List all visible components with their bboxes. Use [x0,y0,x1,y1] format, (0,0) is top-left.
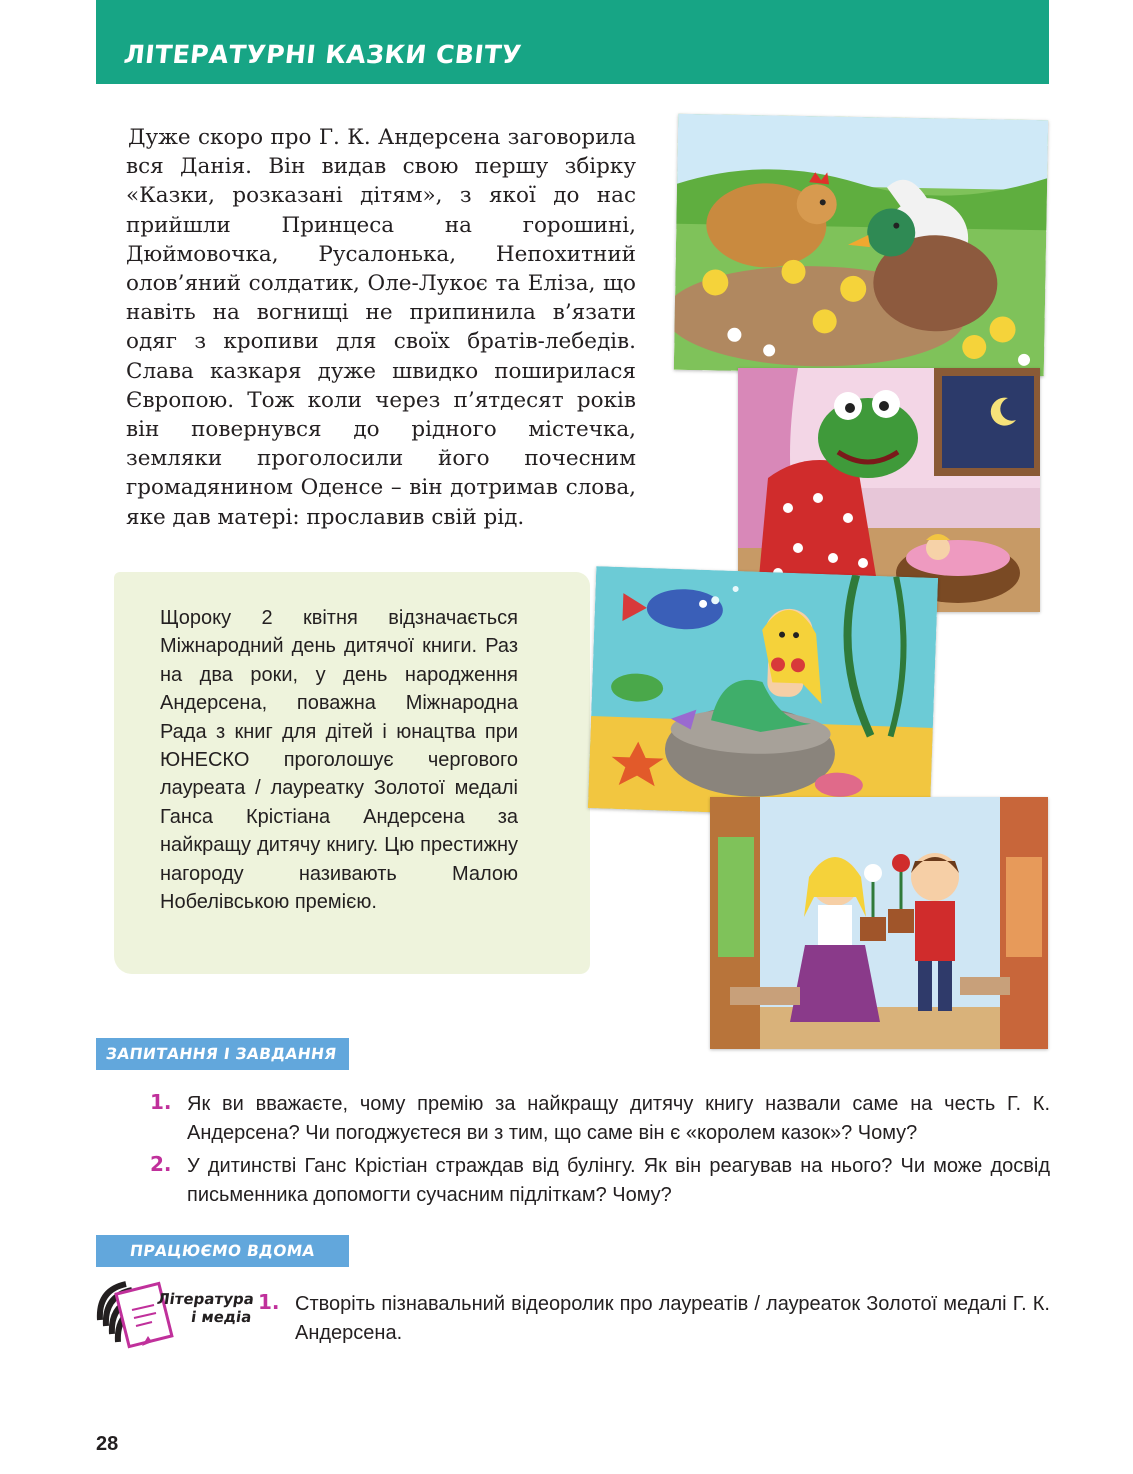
question-number: 1. [150,1090,172,1114]
question-text: Як ви вважаєте, чому премію за найкращу дитячу книгу назвали саме на честь Г. К. Андерсена? Чи погоджуєтеся ви з тим, що саме він є «королем казок»? Чому? [187,1093,1050,1144]
chapter-header-bar [96,0,1049,84]
logo-line-2: і медіа [189,1308,253,1326]
questions-section-label-text: ЗАПИТАННЯ І ЗАВДАННЯ [104,1045,338,1063]
chapter-title: ЛІТЕРАТУРНІ КАЗКИ СВІТУ [122,40,524,69]
illustration-snow-queen-children [710,797,1048,1049]
homework-text: Створіть пізнавальний відеоролик про лауреатів / лауреаток Золотої медалі Г. К. Андерсена. [295,1293,1050,1344]
info-note-box [114,572,590,974]
questions-section-label [96,1038,349,1070]
literature-media-logo-text [153,1290,255,1326]
main-paragraph: Дуже скоро про Г. К. Андерсена заговорила вся Данія. Він видав свою першу збірку «Казки, розказані дітям», з якої до нас прийшли Принцеса на горошині, Дюймовочка, Русалонька, Непохитний олов’яний солдатик, Оле-Лукоє та Еліза, що навіть на вогнищі не припинила в’язати одяг з кропиви для своїх братів-лебедів. Слава казкаря дуже швидко поширилася Європою. Тож коли через п’ятдесят років він повернувся до рідного містечка, земляки проголосили його почесним громадянином Оденсе – він дотримав слова, яке дав матері: прославив свій рід. [126,125,636,530]
page-number: 28 [96,1433,119,1455]
homework-section-label-text: ПРАЦЮЄМО ВДОМА [128,1242,316,1260]
illustration-little-mermaid [588,566,938,820]
question-text: У дитинстві Ганс Крістіан страждав від булінгу. Як він реагував на нього? Чи може досвід письменника допомогти сучасним підліткам? Чому? [187,1155,1050,1206]
illustration-ugly-duckling [674,114,1048,376]
info-note-text: Щороку 2 квітня відзначається Міжнародний день дитячої книги. Раз на два роки, у день народження Андерсена, поважна Міжнародна Рада з книг для дітей і юнацтва при ЮНЕСКО проголошує чергового лауреата / лауреатку Золотої медалі Ганса Крістіана Андерсена за найкращу дитячу книгу. Цю престижну нагороду називають Малою Нобелівською премією. [160,607,518,914]
logo-line-1: Література [156,1290,256,1308]
homework-section-label [96,1235,349,1267]
question-number: 2. [150,1152,172,1176]
literature-media-logo [96,1280,256,1352]
homework-number: 1. [258,1290,280,1314]
